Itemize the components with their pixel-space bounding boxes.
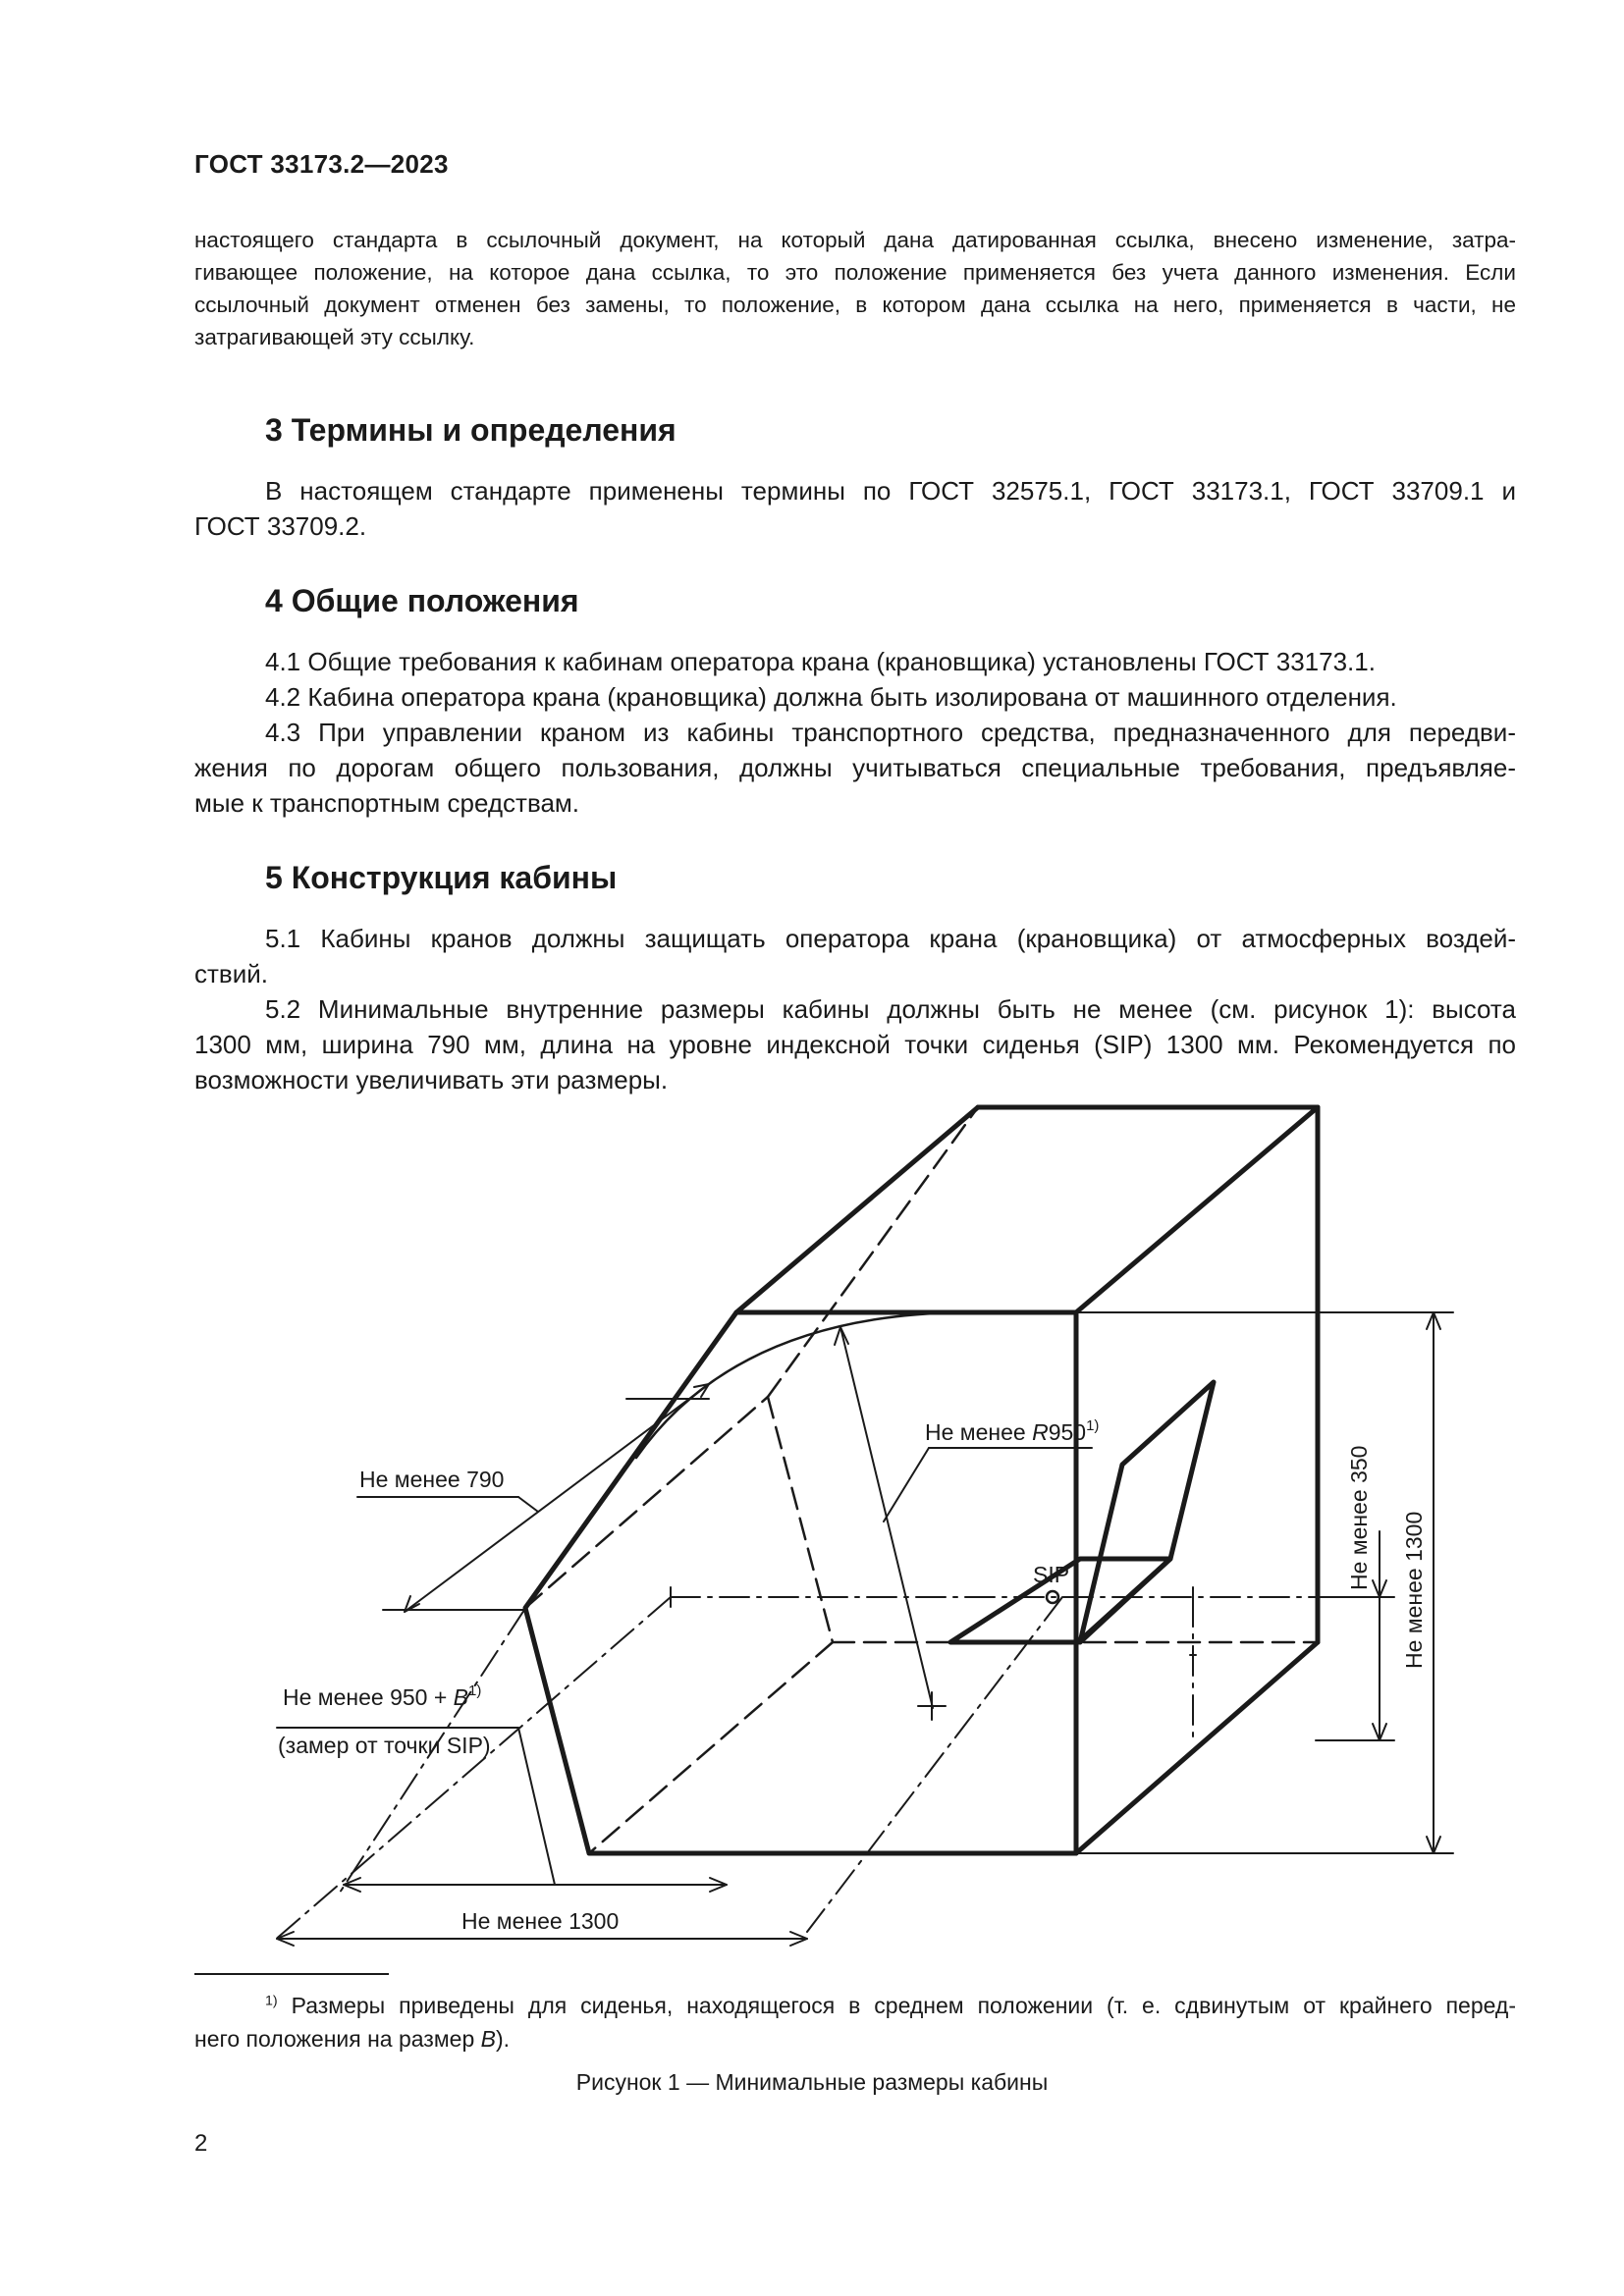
clause-4-3-line: мые к транспортным средствам. (194, 788, 580, 818)
section-4-paragraphs (194, 644, 1516, 821)
clause-5-1-line: 5.1 Кабины кранов должны защищать оператора крана (крановщика) от атмосферных воздей- (265, 924, 1516, 953)
intro-line: ссылочный документ отменен без замены, то положение, в котором дана ссылка на него, применяется в части, не (194, 293, 1516, 317)
section-3-paragraph (194, 473, 1516, 544)
paragraph-line: В настоящем стандарте применены термины по ГОСТ 32575.1, ГОСТ 33173.1, ГОСТ 33709.1 и (265, 476, 1516, 506)
footnote-line: него положения на размер B). (194, 2026, 511, 2052)
footnote-rule (194, 1973, 389, 1975)
cabin-dimensions-figure (0, 1060, 1624, 1963)
section-5-heading: 5 Конструкция кабины (265, 860, 618, 895)
clause-5-2-line: 1300 мм, ширина 790 мм, длина на уровне индексной точки сиденья (SIP) 1300 мм. Рекомендуется по (194, 1030, 1516, 1059)
clause-4-1: 4.1 Общие требования к кабинам оператора крана (крановщика) установлены ГОСТ 33173.1. (265, 647, 1376, 676)
page-number: 2 (194, 2130, 208, 2157)
intro-line: затрагивающей эту ссылку. (194, 325, 475, 349)
axis-lines (273, 1597, 1384, 1942)
paragraph-line: ГОСТ 33709.2. (194, 511, 367, 541)
label-1300-bottom: Не менее 1300 (461, 1908, 620, 1934)
cabin-outline (525, 1107, 1318, 1853)
label-350: Не менее 350 (1346, 1445, 1372, 1590)
footnote-line: $^{1)}$ Размеры приведены для сиденья, находящегося в среднем положении (т. е. сдвинутым от крайнего перед- (265, 1993, 1516, 2018)
label-1300-right: Не менее 1300 (1401, 1511, 1427, 1669)
clause-5-1-line: ствий. (194, 959, 268, 988)
clause-5-2-line: 5.2 Минимальные внутренние размеры кабины должны быть не менее (см. рисунок 1): высота (265, 994, 1516, 1024)
intro-line: настоящего стандарта в ссылочный документ, на который дана датированная ссылка, внесено изменение, затра- (194, 228, 1516, 252)
clause-5-2-line: возможности увеличивать эти размеры. (194, 1065, 669, 1095)
label-sip: SIP (1033, 1562, 1070, 1587)
label-width: Не менее 790 (359, 1467, 505, 1492)
figure-caption: Рисунок 1 — Минимальные размеры кабины (575, 2069, 1049, 2095)
intro-line: гивающее положение, на которое дана ссылка, то это положение применяется без учета данного изменения. Если (194, 260, 1516, 285)
clause-4-2: 4.2 Кабина оператора крана (крановщика) должна быть изолирована от машинного отделения. (265, 682, 1397, 712)
section-4-heading: 4 Общие положения (265, 583, 579, 618)
label-950: Не менее $950 + B^{1)}$ (283, 1682, 482, 1710)
label-measure: (замер от точки SIP) (278, 1733, 491, 1758)
section-3-heading: 3 Термины и определения (265, 412, 677, 448)
footnote (194, 1989, 1516, 2056)
hidden-edges (525, 1107, 1318, 1853)
intro-paragraph (194, 224, 1516, 353)
document-header: ГОСТ 33173.2—2023 (194, 149, 449, 179)
dimension-lines (277, 1312, 1453, 1946)
clause-4-3-line: 4.3 При управлении краном из кабины транспортного средства, предназначенного для передви- (265, 718, 1516, 747)
label-radius: Не менее R950$^{1)}$ (925, 1417, 1100, 1445)
clause-4-3-line: жения по дорогам общего пользования, должны учитываться специальные требования, предъявляе- (194, 753, 1516, 782)
